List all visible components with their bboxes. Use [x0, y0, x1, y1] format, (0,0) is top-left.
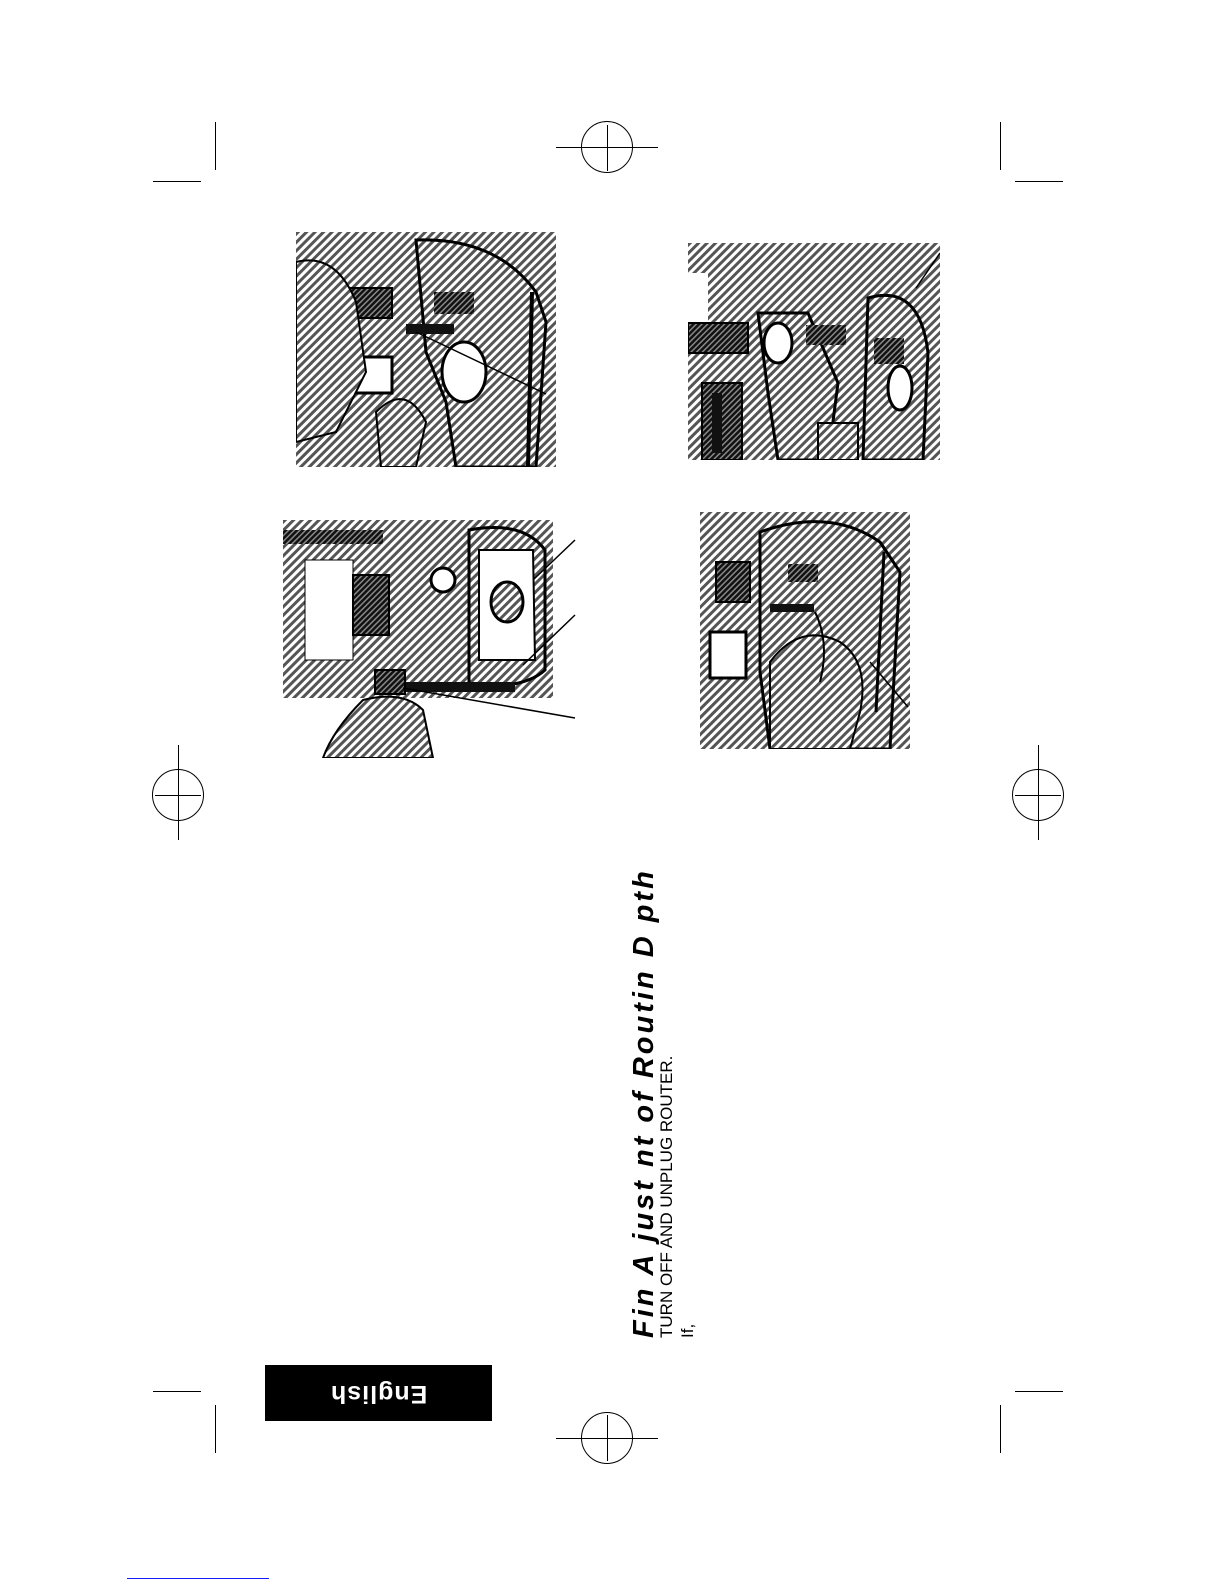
router-base-top-view-illustration	[283, 520, 583, 758]
bottom-rule	[127, 1578, 269, 1579]
router-hand-adjust-illustration	[700, 512, 910, 749]
section-heading: Fin A just nt of Routin D pth	[628, 868, 660, 1338]
body-text-start: If,	[678, 1323, 697, 1338]
router-side-view-illustration	[688, 243, 940, 460]
language-tab-label: English	[329, 1379, 428, 1408]
warning-text: TURN OFF AND UNPLUG ROUTER.	[657, 1055, 676, 1338]
router-depth-adjust-illustration	[296, 232, 556, 467]
language-tab	[265, 1365, 492, 1421]
